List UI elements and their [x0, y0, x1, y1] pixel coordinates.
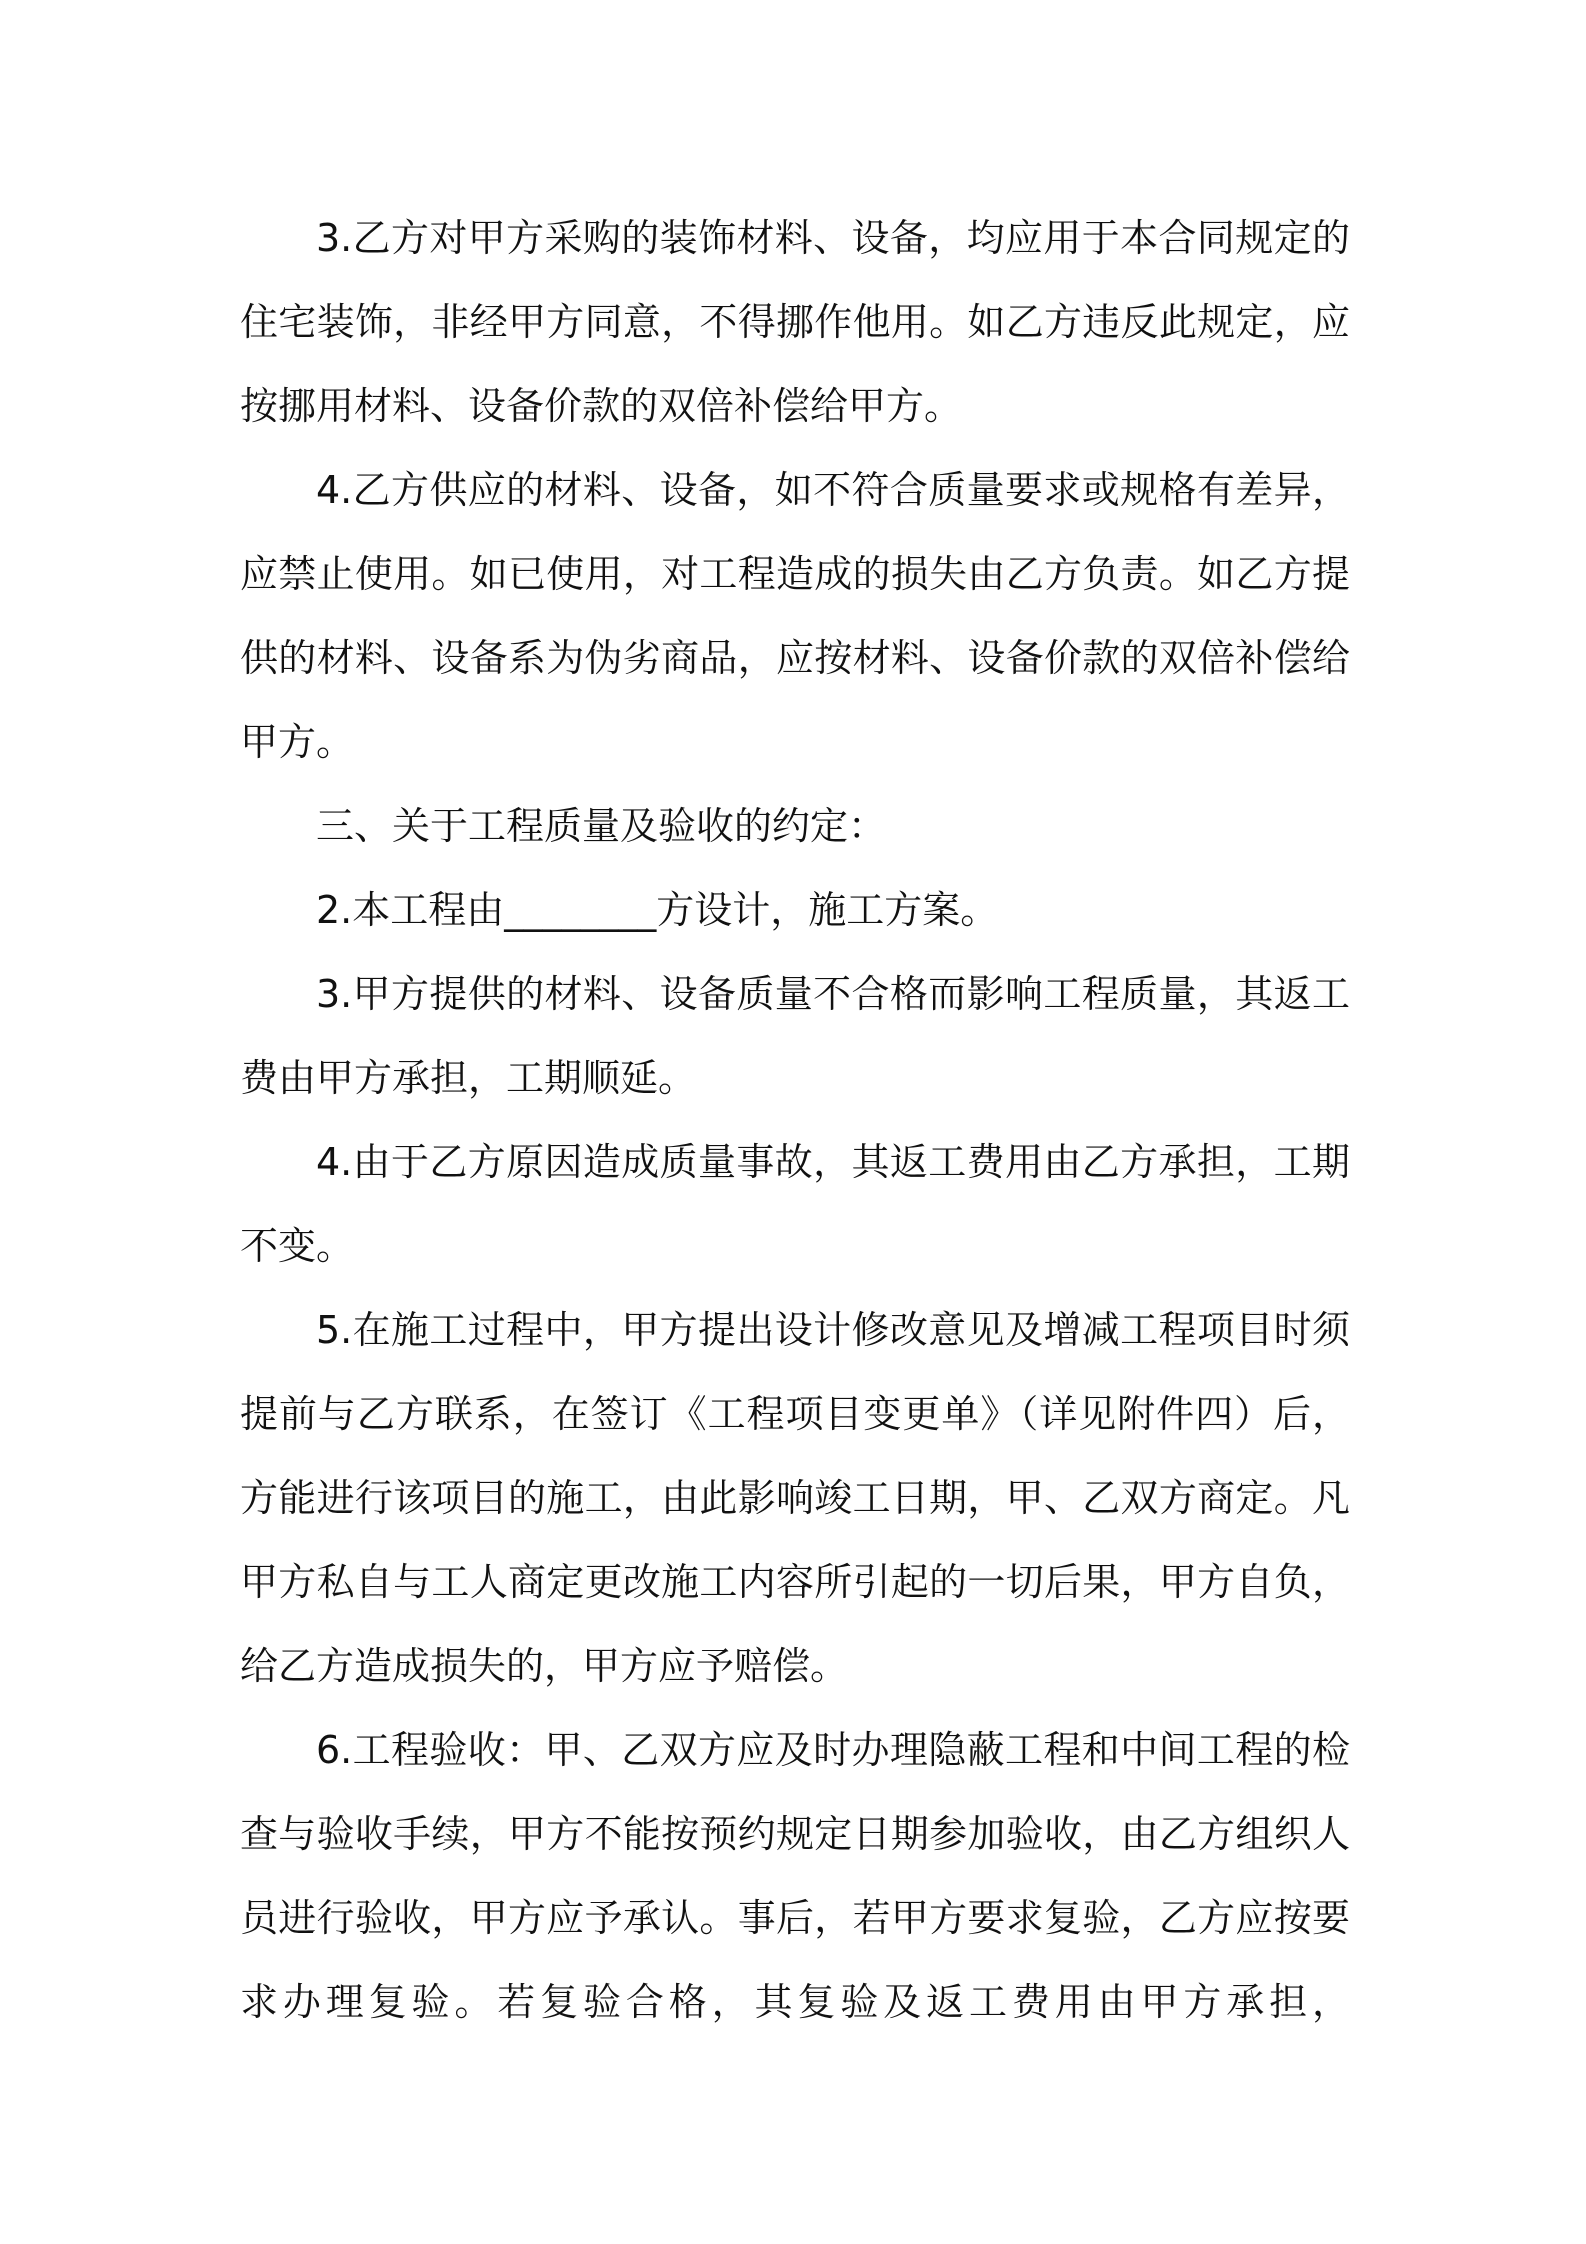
paragraph-party-a-materials: 3.甲方提供的材料、设备质量不合格而影响工程质量，其返工费由甲方承担，工期顺延。 [240, 972, 1350, 1100]
paragraph-party-b-accident: 4.由于乙方原因造成质量事故，其返工费用由乙方承担，工期不变。 [240, 1140, 1350, 1268]
document-body [240, 196, 1350, 2044]
paragraph-acceptance: 6.工程验收：甲、乙双方应及时办理隐蔽工程和中间工程的检查与验收手续，甲方不能按预约规定日期参加验收，由乙方组织人员进行验收，甲方应予承认。事后，若甲方要求复验，乙方应按要求办理复验。若复验合格，其复验及返工费用由甲方承担， [240, 1728, 1350, 2024]
paragraph-supplier-quality: 4.乙方供应的材料、设备，如不符合质量要求或规格有差异，应禁止使用。如已使用，对工程造成的损失由乙方负责。如乙方提供的材料、设备系为伪劣商品，应按材料、设备价款的双倍补偿给甲方。 [240, 468, 1350, 764]
section-heading-quality-acceptance: 三、关于工程质量及验收的约定： [316, 804, 887, 848]
paragraph-material-misuse: 3.乙方对甲方采购的装饰材料、设备，均应用于本合同规定的住宅装饰，非经甲方同意，不得挪作他用。如乙方违反此规定，应按挪用材料、设备价款的双倍补偿给甲方。 [240, 216, 1350, 428]
paragraph-design-party: 2.本工程由________方设计，施工方案。 [316, 888, 999, 932]
paragraph-design-changes: 5.在施工过程中，甲方提出设计修改意见及增减工程项目时须提前与乙方联系，在签订《工程项目变更单》（详见附件四）后，方能进行该项目的施工，由此影响竣工日期，甲、乙双方商定。凡甲方私自与工人商定更改施工内容所引起的一切后果，甲方自负，给乙方造成损失的，甲方应予赔偿。 [240, 1308, 1350, 1688]
